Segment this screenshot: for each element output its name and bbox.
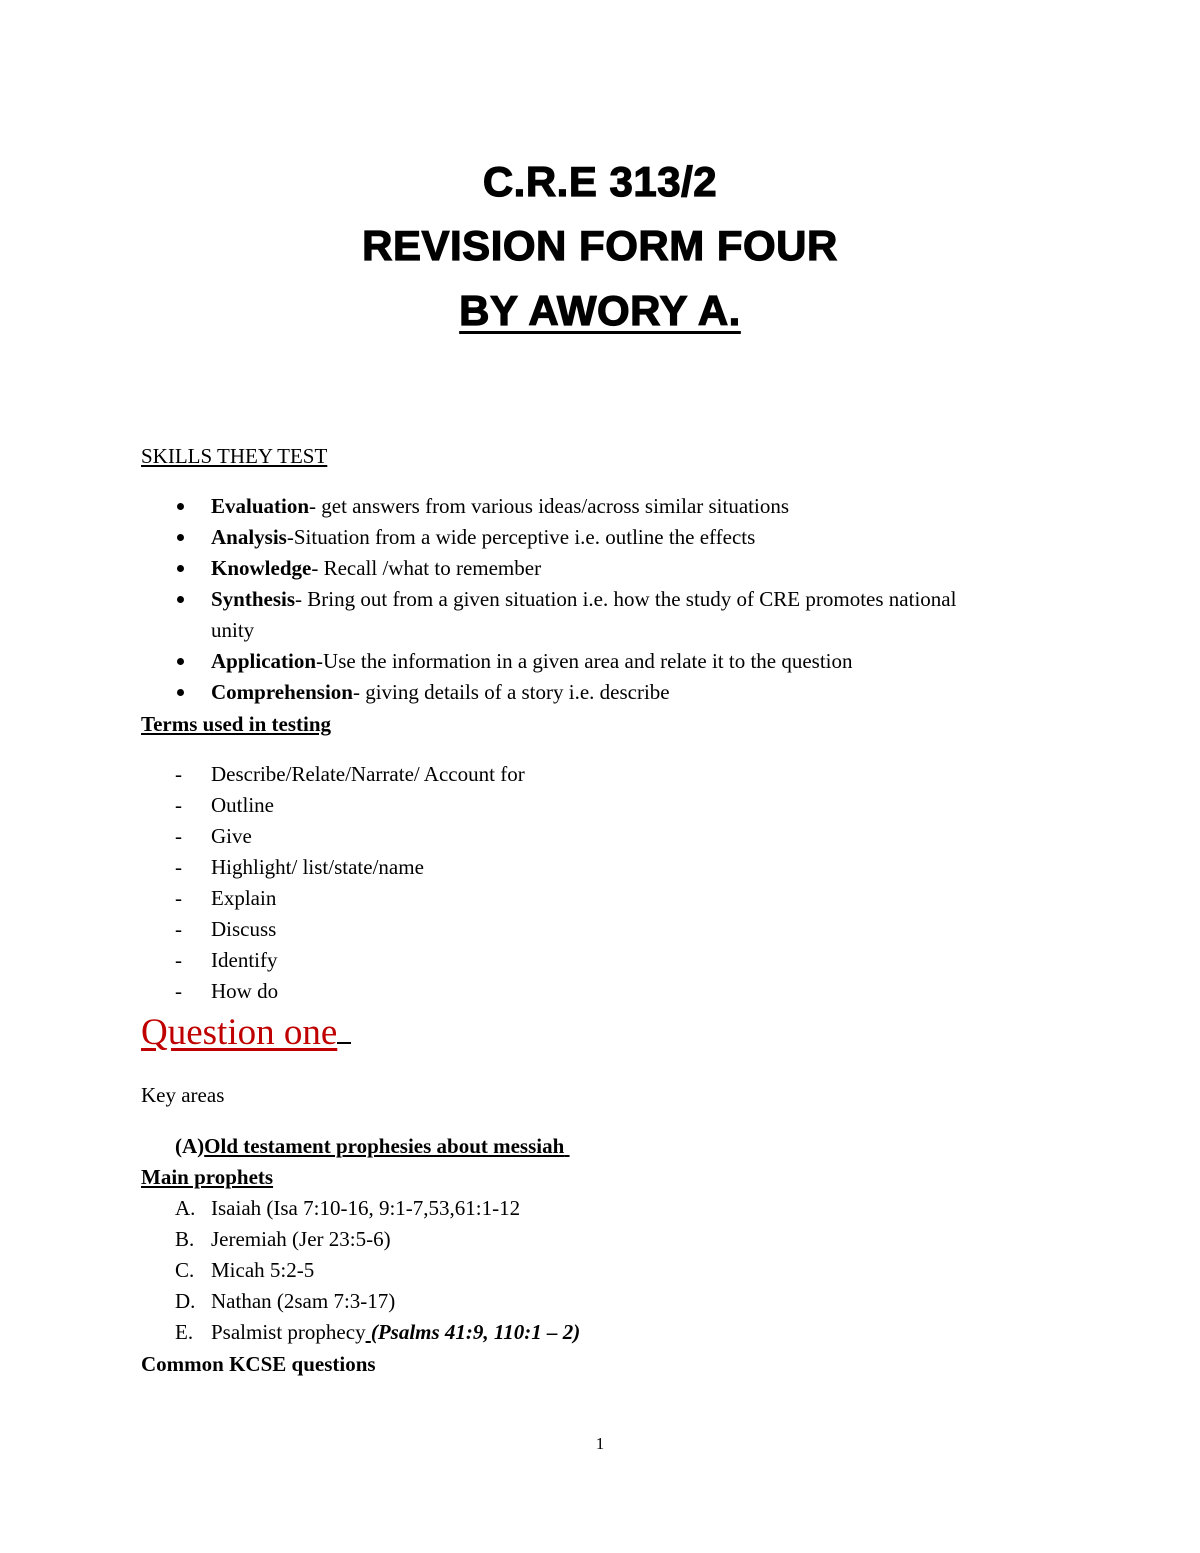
list-item: Identify xyxy=(211,948,278,972)
bullet-icon xyxy=(177,565,184,572)
dash-marker: - xyxy=(175,886,182,910)
list-item: Psalmist prophecy (Psalms 41:9, 110:1 – 2) xyxy=(211,1320,581,1344)
dash-marker: - xyxy=(175,793,182,817)
list-letter: C. xyxy=(175,1258,195,1282)
bullet-icon xyxy=(177,658,184,665)
bullet-icon xyxy=(177,689,184,696)
list-letter: B. xyxy=(175,1227,195,1251)
document-author: BY AWORY A. xyxy=(459,287,741,334)
list-item: Application-Use the information in a given area and relate it to the question xyxy=(211,649,853,673)
list-item: Synthesis- Bring out from a given situation i.e. how the study of CRE promotes national xyxy=(211,587,957,611)
prophets-heading: Main prophets xyxy=(141,1165,274,1189)
list-item: Outline xyxy=(211,793,274,817)
terms-heading: Terms used in testing xyxy=(141,712,331,736)
list-item: Highlight/ list/state/name xyxy=(211,855,424,879)
list-item: Nathan (2sam 7:3-17) xyxy=(211,1289,396,1313)
dash-marker: - xyxy=(175,855,182,879)
document-title: REVISION FORM FOUR xyxy=(362,222,838,269)
list-item: Knowledge- Recall /what to remember xyxy=(211,556,542,580)
list-item: Give xyxy=(211,824,252,848)
skills-heading: SKILLS THEY TEST xyxy=(141,444,328,468)
list-letter: A. xyxy=(175,1196,196,1220)
list-item: Discuss xyxy=(211,917,277,941)
dash-marker: - xyxy=(175,762,182,786)
list-item: Explain xyxy=(211,886,277,910)
list-letter: E. xyxy=(175,1320,194,1344)
list-item: How do xyxy=(211,979,279,1003)
question-title: Question one xyxy=(141,1010,351,1056)
list-item: Analysis-Situation from a wide perceptive i.e. outline the effects xyxy=(211,525,756,549)
dash-marker: - xyxy=(175,917,182,941)
dash-marker: - xyxy=(175,948,182,972)
list-item: Describe/Relate/Narrate/ Account for xyxy=(211,762,525,786)
list-item: Evaluation- get answers from various ideas/across similar situations xyxy=(211,494,790,518)
list-item: Comprehension- giving details of a story i.e. describe xyxy=(211,680,670,704)
dash-marker: - xyxy=(175,824,182,848)
list-letter: D. xyxy=(175,1289,196,1313)
list-item: Micah 5:2-5 xyxy=(211,1258,315,1282)
list-item: Jeremiah (Jer 23:5-6) xyxy=(211,1227,391,1251)
dash-marker: - xyxy=(175,979,182,1003)
bullet-icon xyxy=(177,596,184,603)
page-number: 1 xyxy=(595,1434,605,1453)
bullet-icon xyxy=(177,503,184,510)
bullet-icon xyxy=(177,534,184,541)
key-areas-label: Key areas xyxy=(141,1083,225,1107)
document-title-code: C.R.E 313/2 xyxy=(482,158,718,205)
kcse-heading: Common KCSE questions xyxy=(141,1352,376,1376)
section-heading: (A)Old testament prophesies about messiah xyxy=(175,1134,565,1158)
list-item: Isaiah (Isa 7:10-16, 9:1-7,53,61:1-12 xyxy=(211,1196,521,1220)
list-item-continuation: unity xyxy=(211,618,255,642)
